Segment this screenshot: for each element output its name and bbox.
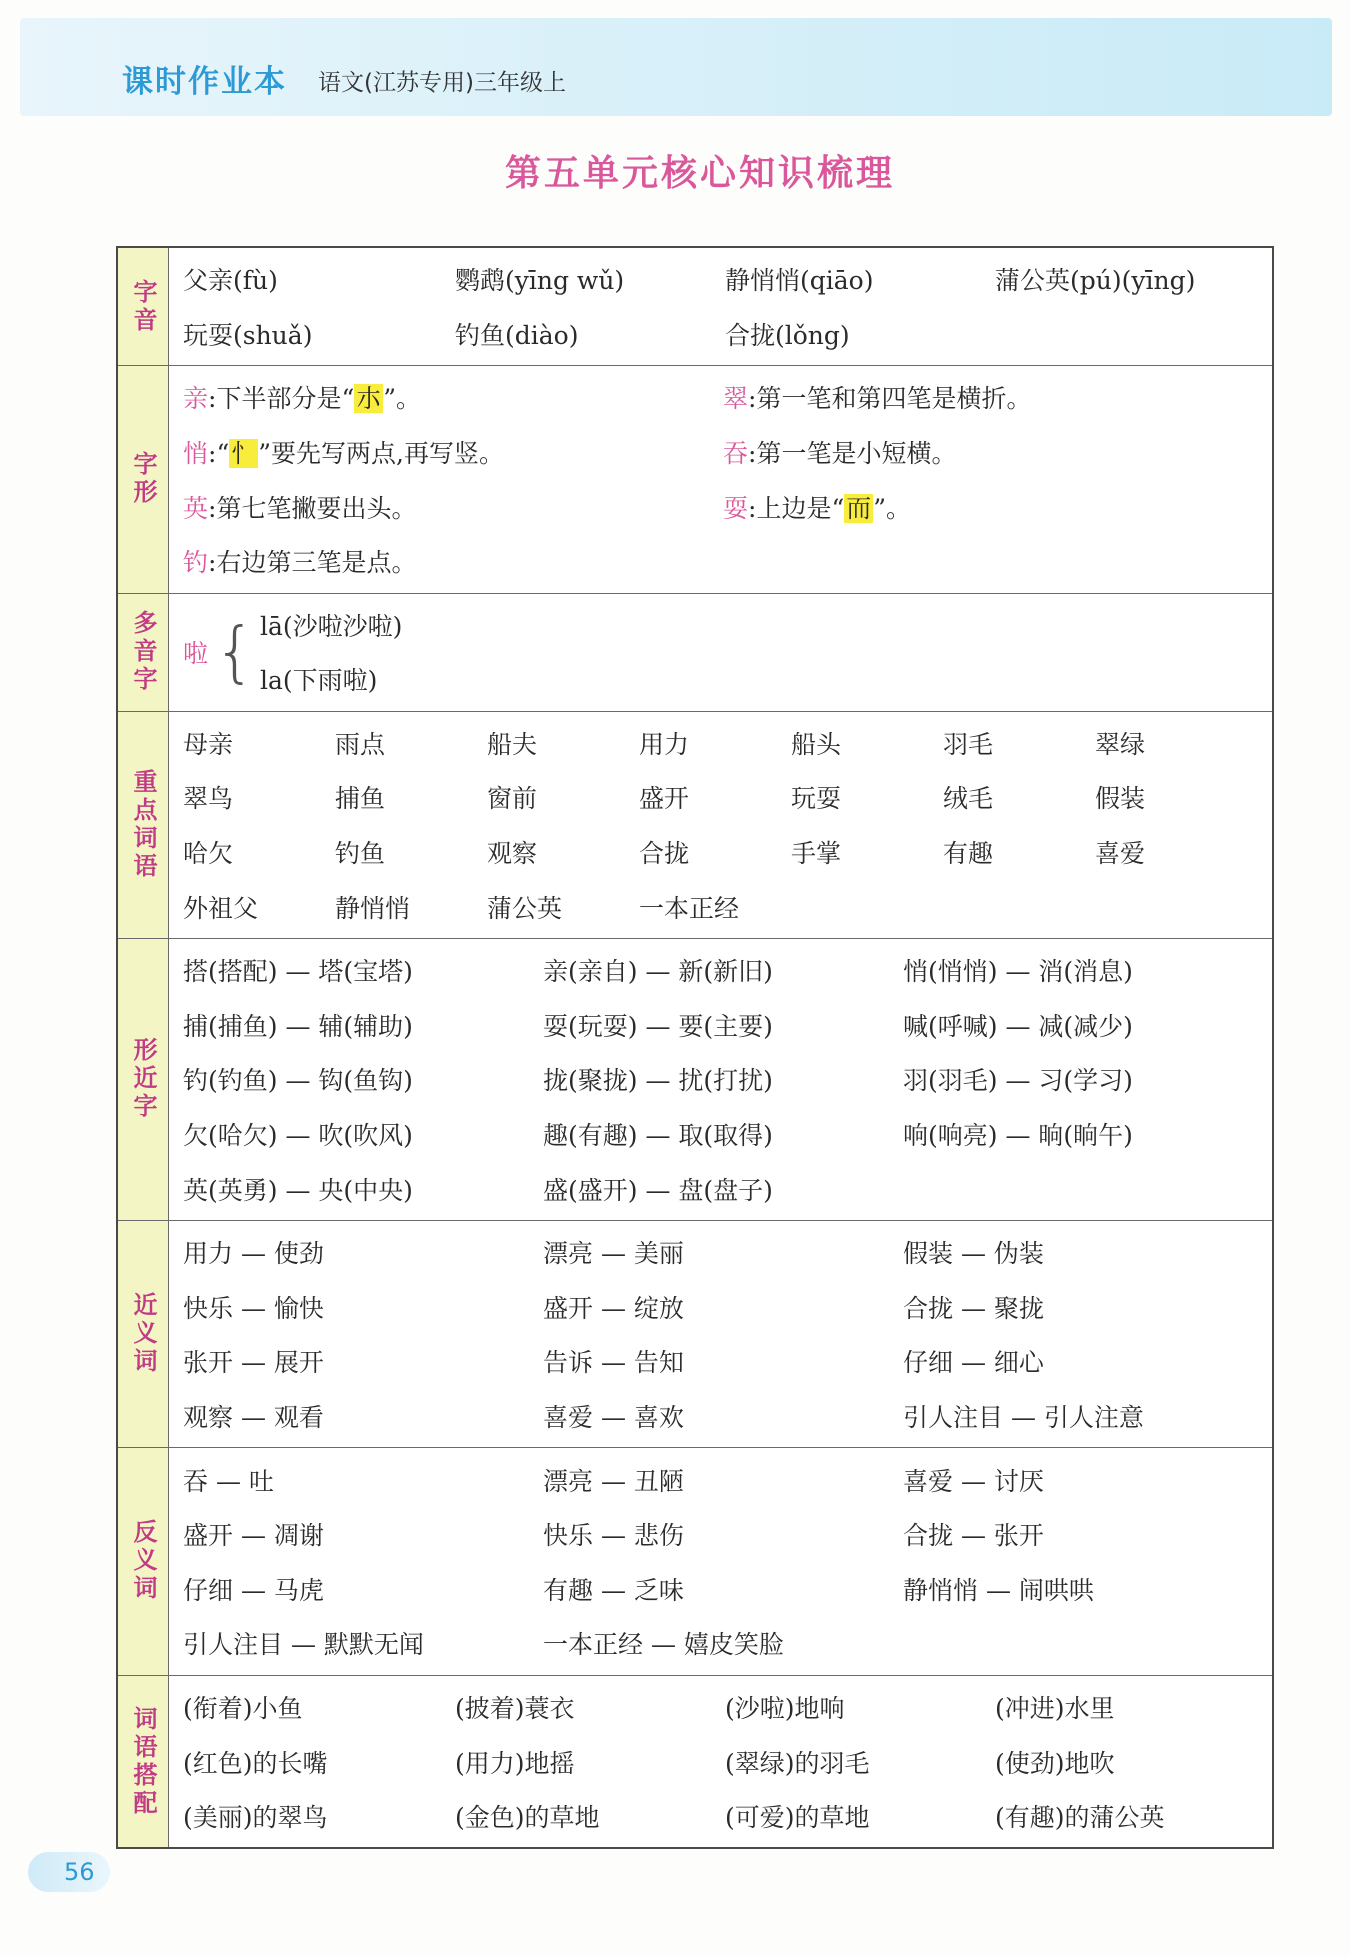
word-row (183, 879, 1260, 934)
pair-item: 亲(亲自) — 新(新旧) (543, 957, 773, 987)
pinyin-row (183, 307, 1260, 362)
page-number: 56 (28, 1852, 110, 1892)
synonym-row (183, 1225, 1260, 1280)
synonym-item: 告诉 — 告知 (543, 1348, 684, 1378)
section-label: 反义词 (118, 1448, 169, 1674)
antonym-item: 吞 — 吐 (183, 1466, 274, 1496)
synonym-row (183, 1280, 1260, 1335)
word-item: 船夫 (487, 729, 538, 759)
pair-item: 趣(有趣) — 取(取得) (543, 1121, 773, 1151)
pair-item: 响(响亮) — 晌(晌午) (903, 1121, 1133, 1151)
section-label: 形近字 (118, 939, 169, 1220)
glyph-note: 英:第七笔撇要出头。 (183, 493, 417, 523)
polyphone (183, 598, 1260, 707)
synonym-item: 合拢 — 聚拢 (903, 1293, 1044, 1323)
collocation-row (183, 1680, 1260, 1735)
pinyin-item: 合拢(lǒng) (725, 320, 850, 350)
word-item: 玩耍 (791, 784, 842, 814)
section-label: 字形 (118, 366, 169, 592)
pair-item: 悄(悄悄) — 消(消息) (903, 957, 1133, 987)
synonym-item: 喜爱 — 喜欢 (543, 1402, 684, 1432)
collocation-item: (使劲)地吹 (995, 1748, 1115, 1778)
section-label: 词语搭配 (118, 1676, 169, 1848)
word-item: 观察 (487, 839, 538, 869)
synonym-item: 用力 — 使劲 (183, 1239, 324, 1269)
section-jin-yi (118, 1221, 1272, 1448)
glyph-row (183, 425, 1260, 480)
pinyin-item: 玩耍(shuǎ) (183, 320, 313, 350)
pair-item: 喊(呼喊) — 减(减少) (903, 1011, 1133, 1041)
word-item: 翠绿 (1095, 729, 1146, 759)
section-content (169, 939, 1272, 1220)
section-xing-jin (118, 939, 1272, 1221)
antonym-row (183, 1507, 1260, 1562)
word-item: 哈欠 (183, 839, 234, 869)
pinyin-item: 蒲公英(pú)(yīng) (995, 266, 1196, 296)
synonym-item: 引人注目 — 引人注意 (903, 1402, 1144, 1432)
glyph-note: 耍:上边是“而”。 (723, 493, 912, 523)
antonym-item: 引人注目 — 默默无闻 (183, 1630, 424, 1660)
word-item: 静悄悄 (335, 893, 411, 923)
synonym-row (183, 1334, 1260, 1389)
pair-item: 英(英勇) — 央(中央) (183, 1175, 413, 1205)
synonym-item: 仔细 — 细心 (903, 1348, 1044, 1378)
pair-item: 盛(盛开) — 盘(盘子) (543, 1175, 773, 1205)
section-label: 重点词语 (118, 712, 169, 938)
antonym-item: 漂亮 — 丑陋 (543, 1466, 684, 1496)
section-fan-yi (118, 1448, 1272, 1675)
pair-row (183, 1161, 1260, 1216)
word-item: 母亲 (183, 729, 234, 759)
glyph-row (183, 479, 1260, 534)
section-zi-yin (118, 248, 1272, 366)
collocation-item: (可爱)的草地 (725, 1803, 870, 1833)
section-content (169, 1676, 1272, 1848)
glyph-note: 吞:第一笔是小短横。 (723, 439, 957, 469)
glyph-note: 悄:“忄”要先写两点,再写竖。 (183, 439, 504, 469)
collocation-row (183, 1734, 1260, 1789)
word-item: 手掌 (791, 839, 842, 869)
pinyin-row (183, 252, 1260, 307)
synonym-item: 假装 — 伪装 (903, 1239, 1044, 1269)
pair-item: 钓(钓鱼) — 钩(鱼钩) (183, 1066, 413, 1096)
pair-row (183, 998, 1260, 1053)
brace-icon: { (214, 613, 257, 691)
section-ci-yu (118, 712, 1272, 939)
word-item: 假装 (1095, 784, 1146, 814)
word-item: 蒲公英 (487, 893, 563, 923)
word-item: 钓鱼 (335, 839, 386, 869)
section-label: 近义词 (118, 1221, 169, 1447)
collocation-item: (披着)蓑衣 (455, 1693, 575, 1723)
word-item: 用力 (639, 729, 690, 759)
word-item: 喜爱 (1095, 839, 1146, 869)
section-content (169, 594, 1272, 711)
antonym-item: 盛开 — 凋谢 (183, 1521, 324, 1551)
brand-title: 课时作业本 (122, 64, 287, 100)
glyph-note: 钓:右边第三笔是点。 (183, 548, 417, 578)
polyphone-reading: la(下雨啦) (260, 666, 378, 696)
antonym-item: 有趣 — 乏味 (543, 1575, 684, 1605)
synonym-item: 张开 — 展开 (183, 1348, 324, 1378)
glyph-note: 亲:下半部分是“朩”。 (183, 384, 422, 414)
section-content (169, 1448, 1272, 1674)
antonym-row (183, 1561, 1260, 1616)
word-item: 船头 (791, 729, 842, 759)
pair-row (183, 1107, 1260, 1162)
polyphone-char: 啦 (183, 639, 209, 669)
pair-row (183, 1052, 1260, 1107)
antonym-item: 一本正经 — 嬉皮笑脸 (543, 1630, 784, 1660)
section-content (169, 712, 1272, 938)
word-item: 雨点 (335, 729, 386, 759)
section-label: 多音字 (118, 594, 169, 711)
collocation-item: (衔着)小鱼 (183, 1693, 303, 1723)
word-row (183, 825, 1260, 880)
word-row (183, 770, 1260, 825)
antonym-item: 合拢 — 张开 (903, 1521, 1044, 1551)
section-content (169, 366, 1272, 592)
glyph-row (183, 370, 1260, 425)
pair-item: 搭(搭配) — 塔(宝塔) (183, 957, 413, 987)
word-item: 盛开 (639, 784, 690, 814)
collocation-item: (美丽)的翠鸟 (183, 1803, 328, 1833)
section-duo-yin (118, 594, 1272, 712)
glyph-row (183, 534, 1260, 589)
word-item: 合拢 (639, 839, 690, 869)
word-item: 绒毛 (943, 784, 994, 814)
word-item: 窗前 (487, 784, 538, 814)
antonym-item: 静悄悄 — 闹哄哄 (903, 1575, 1094, 1605)
antonym-item: 仔细 — 马虎 (183, 1575, 324, 1605)
pair-item: 羽(羽毛) — 习(学习) (903, 1066, 1133, 1096)
knowledge-table (116, 246, 1274, 1849)
section-zi-xing (118, 366, 1272, 593)
collocation-item: (冲进)水里 (995, 1693, 1115, 1723)
collocation-row (183, 1789, 1260, 1844)
page-title: 第五单元核心知识梳理 (504, 153, 895, 194)
pinyin-item: 静悄悄(qiāo) (725, 266, 874, 296)
pair-item: 欠(哈欠) — 吹(吹风) (183, 1121, 413, 1151)
synonym-item: 漂亮 — 美丽 (543, 1239, 684, 1269)
section-da-pei (118, 1676, 1272, 1848)
word-item: 翠鸟 (183, 784, 234, 814)
section-content (169, 1221, 1272, 1447)
section-content (169, 248, 1272, 365)
collocation-item: (有趣)的蒲公英 (995, 1803, 1165, 1833)
word-item: 有趣 (943, 839, 994, 869)
synonym-row (183, 1389, 1260, 1444)
word-item: 捕鱼 (335, 784, 386, 814)
collocation-item: (红色)的长嘴 (183, 1748, 328, 1778)
collocation-item: (用力)地摇 (455, 1748, 575, 1778)
collocation-item: (翠绿)的羽毛 (725, 1748, 870, 1778)
polyphone-readings (260, 597, 402, 706)
pinyin-item: 钓鱼(diào) (455, 320, 579, 350)
pair-row (183, 943, 1260, 998)
word-item: 外祖父 (183, 893, 259, 923)
antonym-item: 快乐 — 悲伤 (543, 1521, 684, 1551)
word-row (183, 716, 1260, 771)
polyphone-reading: lā(沙啦沙啦) (260, 611, 403, 641)
antonym-row (183, 1616, 1260, 1671)
word-item: 一本正经 (639, 893, 740, 923)
pair-item: 捕(捕鱼) — 辅(辅助) (183, 1011, 413, 1041)
section-label: 字音 (118, 248, 169, 365)
pinyin-item: 父亲(fù) (183, 266, 278, 296)
antonym-row (183, 1452, 1260, 1507)
glyph-note: 翠:第一笔和第四笔是横折。 (723, 384, 1032, 414)
antonym-item: 喜爱 — 讨厌 (903, 1466, 1044, 1496)
pair-item: 耍(玩耍) — 要(主要) (543, 1011, 773, 1041)
synonym-item: 快乐 — 愉快 (183, 1293, 324, 1323)
collocation-item: (金色)的草地 (455, 1803, 600, 1833)
pinyin-item: 鹦鹉(yīng wǔ) (455, 266, 625, 296)
synonym-item: 盛开 — 绽放 (543, 1293, 684, 1323)
collocation-item: (沙啦)地响 (725, 1693, 845, 1723)
word-item: 羽毛 (943, 729, 994, 759)
synonym-item: 观察 — 观看 (183, 1402, 324, 1432)
subject-subtitle: 语文(江苏专用)三年级上 (318, 70, 566, 96)
pair-item: 拢(聚拢) — 扰(打扰) (543, 1066, 773, 1096)
